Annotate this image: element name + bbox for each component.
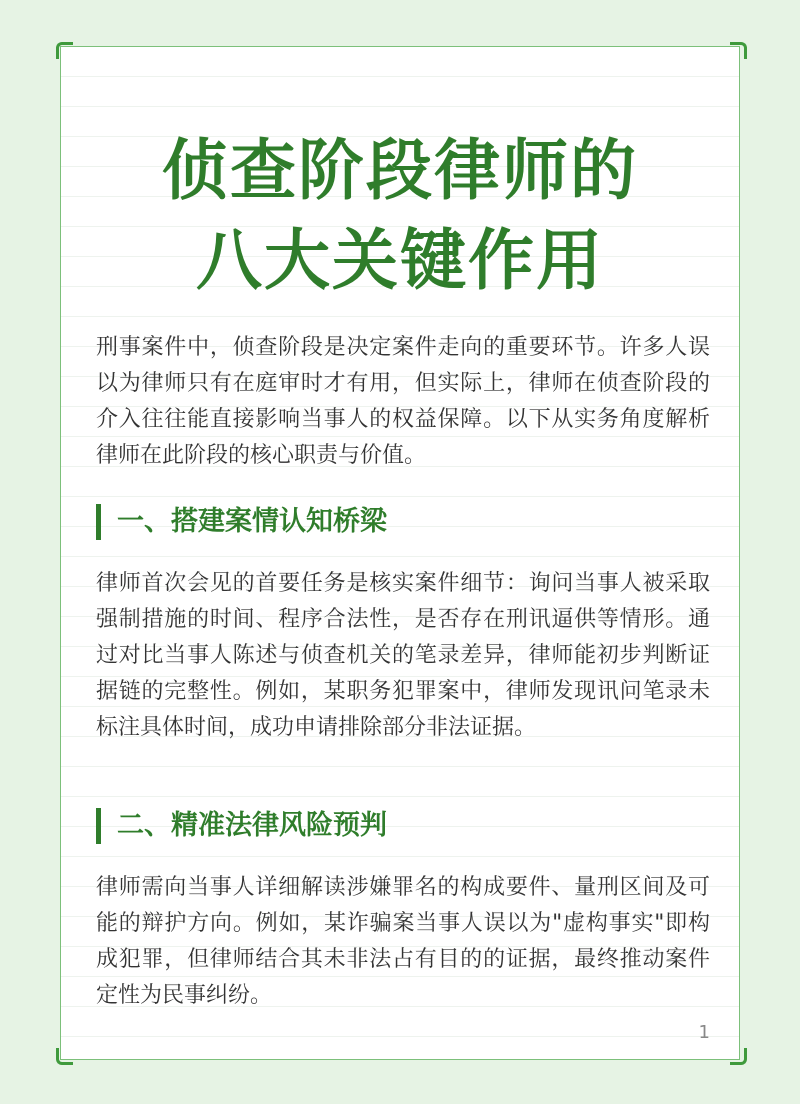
- corner-decoration-top-right: [730, 42, 747, 59]
- section-heading-text: 二、精准法律风险预判: [117, 810, 387, 841]
- title-line-2: 八大关键作用: [196, 222, 604, 299]
- corner-decoration-bottom-left: [56, 1048, 73, 1065]
- page-number: 1: [698, 1022, 710, 1043]
- heading-accent-bar: [96, 504, 101, 540]
- section-heading-text: 一、搭建案情认知桥梁: [117, 506, 387, 537]
- page-title: [60, 126, 740, 306]
- section-heading-2: [96, 808, 387, 844]
- corner-decoration-top-left: [56, 42, 73, 59]
- section-1-paragraph: 律师首次会见的首要任务是核实案件细节：询问当事人被采取强制措施的时间、程序合法性，是否存在刑讯逼供等情形。通过对比当事人陈述与侦查机关的笔录差异，律师能初步判断证据链的完整性。例如，某职务犯罪案中，律师发现讯问笔录未标注具体时间，成功申请排除部分非法证据。: [96, 571, 710, 740]
- intro-paragraph: 刑事案件中，侦查阶段是决定案件走向的重要环节。许多人误以为律师只有在庭审时才有用，但实际上，律师在侦查阶段的介入往往能直接影响当事人的权益保障。以下从实务角度解析律师在此阶段的核心职责与价值。: [96, 335, 710, 468]
- section-2-paragraph: 律师需向当事人详细解读涉嫌罪名的构成要件、量刑区间及可能的辩护方向。例如，某诈骗案当事人误以为"虚构事实"即构成犯罪，但律师结合其未非法占有目的的证据，最终推动案件定性为民事纠纷。: [96, 875, 710, 1008]
- title-line-1: 侦查阶段律师的: [162, 132, 638, 209]
- corner-decoration-bottom-right: [730, 1048, 747, 1065]
- section-heading-1: [96, 504, 387, 540]
- heading-accent-bar: [96, 808, 101, 844]
